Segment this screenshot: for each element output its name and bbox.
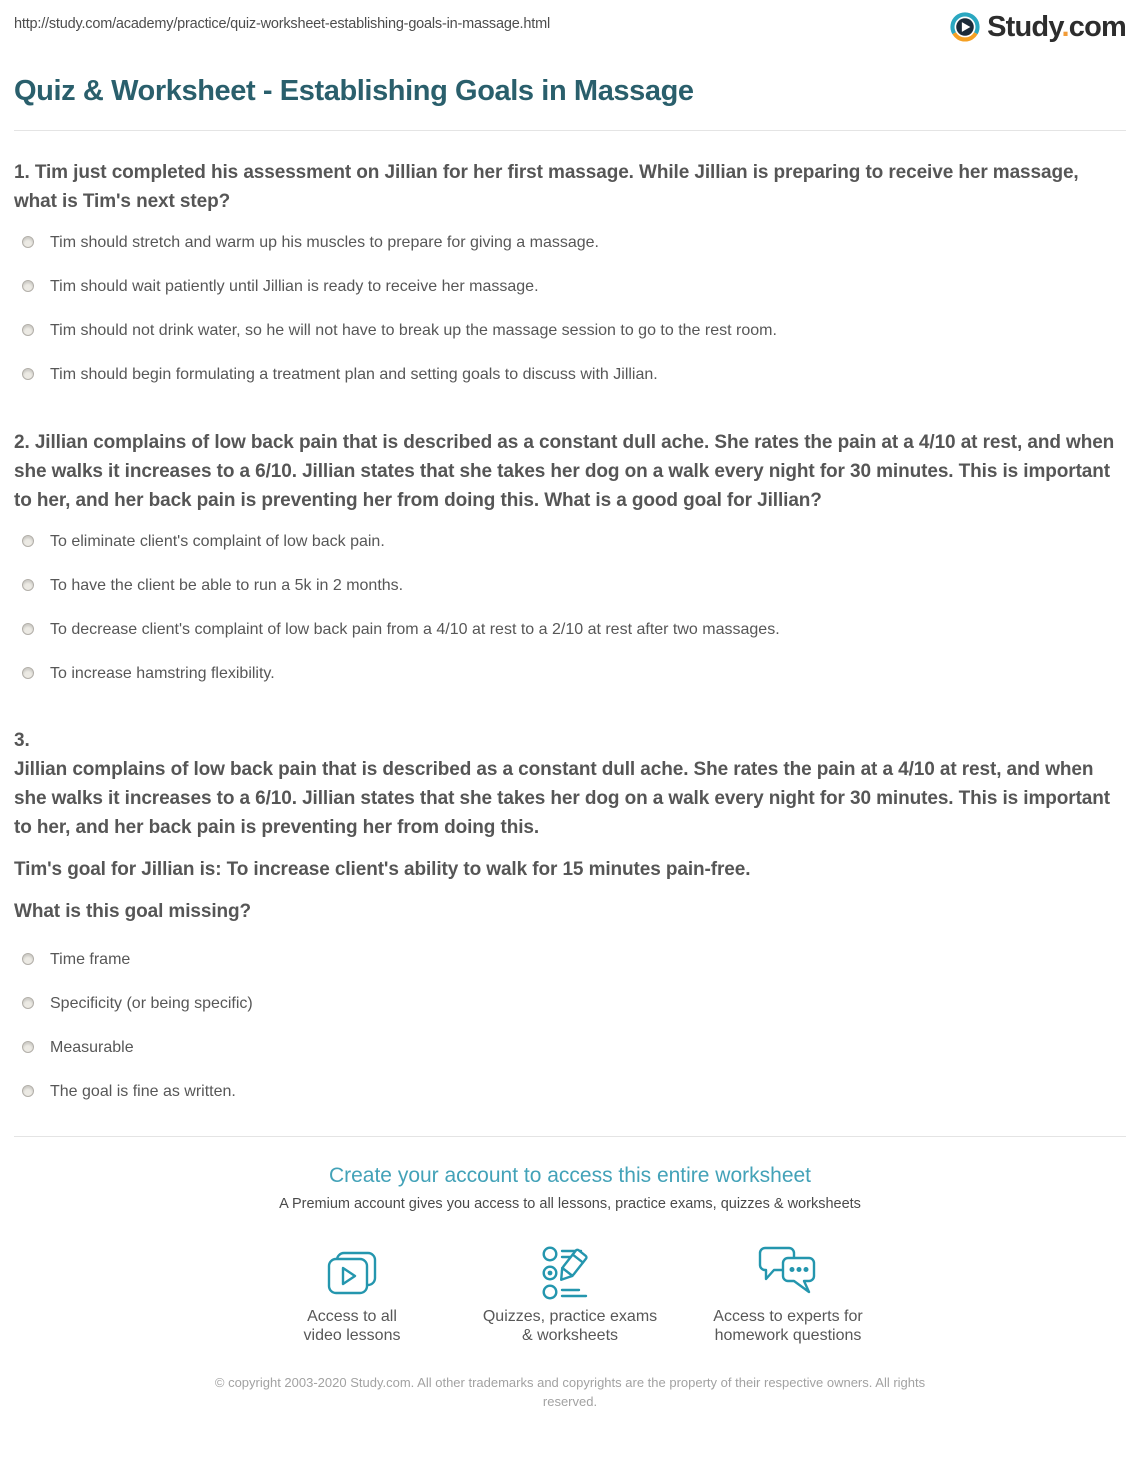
answer-option-label[interactable]: To increase hamstring flexibility. bbox=[50, 665, 275, 682]
title-divider bbox=[14, 130, 1126, 131]
question-3-prompt: What is this goal missing? bbox=[14, 901, 252, 922]
feature-caption bbox=[682, 1307, 894, 1345]
answer-option[interactable] bbox=[14, 365, 1126, 385]
answer-option-label[interactable]: Time frame bbox=[50, 951, 131, 968]
copyright-notice: © copyright 2003-2020 Study.com. All other trademarks and copyrights are the property of their respective owners. All rights reserved. bbox=[214, 1375, 926, 1409]
feature-caption bbox=[246, 1307, 458, 1345]
feature-caption-line: Quizzes, practice exams bbox=[482, 1308, 658, 1325]
answer-option-label[interactable]: Tim should stretch and warm up his muscles to prepare for giving a massage. bbox=[50, 234, 599, 251]
question-1-options bbox=[14, 233, 1126, 385]
question-3-options bbox=[14, 950, 1126, 1102]
question-2 bbox=[14, 428, 1126, 684]
answer-option-label[interactable]: To decrease client's complaint of low back pain from a 4/10 at rest to a 2/10 at rest after two massages. bbox=[50, 621, 780, 638]
radio-button[interactable] bbox=[22, 953, 34, 965]
radio-button[interactable] bbox=[22, 368, 34, 380]
signup-heading: Create your account to access this entire worksheet bbox=[328, 1164, 812, 1187]
feature-caption-line: video lessons bbox=[303, 1327, 401, 1344]
feature-video-lessons bbox=[246, 1245, 458, 1345]
answer-option-label[interactable]: The goal is fine as written. bbox=[50, 1083, 236, 1100]
studycom-logo[interactable] bbox=[948, 10, 1126, 44]
answer-option-label[interactable]: Tim should not drink water, so he will not have to break up the massage session to go to the rest room. bbox=[50, 322, 777, 339]
radio-button[interactable] bbox=[22, 623, 34, 635]
signup-divider bbox=[14, 1136, 1126, 1137]
question-3 bbox=[14, 726, 1126, 1102]
answer-option[interactable] bbox=[14, 620, 1126, 640]
radio-button[interactable] bbox=[22, 1041, 34, 1053]
question-3-goal-statement: Tim's goal for Jillian is: To increase client's ability to walk for 15 minutes pain-free. bbox=[14, 859, 751, 880]
quiz-worksheet-icon bbox=[464, 1245, 676, 1301]
answer-option-label[interactable]: Measurable bbox=[50, 1039, 134, 1056]
video-lessons-icon bbox=[246, 1245, 458, 1301]
answer-option-label[interactable]: Tim should wait patiently until Jillian is ready to receive her massage. bbox=[50, 278, 539, 295]
top-header bbox=[14, 0, 1126, 48]
radio-button[interactable] bbox=[22, 579, 34, 591]
logo-text-com: com bbox=[1068, 10, 1126, 43]
logo-text bbox=[987, 11, 1126, 44]
answer-option[interactable] bbox=[14, 576, 1126, 596]
answer-option[interactable] bbox=[14, 277, 1126, 297]
feature-caption bbox=[464, 1307, 676, 1345]
answer-option[interactable] bbox=[14, 994, 1126, 1014]
answer-option[interactable] bbox=[14, 1082, 1126, 1102]
radio-button[interactable] bbox=[22, 236, 34, 248]
logo-text-dot: . bbox=[1061, 10, 1069, 43]
radio-button[interactable] bbox=[22, 1085, 34, 1097]
page-title: Quiz & Worksheet - Establishing Goals in Massage bbox=[14, 75, 694, 107]
answer-option-label[interactable]: Tim should begin formulating a treatment plan and setting goals to discuss with Jillian. bbox=[50, 366, 658, 383]
logo-text-study: Study bbox=[987, 10, 1062, 43]
feature-caption-line: & worksheets bbox=[521, 1327, 619, 1344]
radio-button[interactable] bbox=[22, 535, 34, 547]
answer-option[interactable] bbox=[14, 321, 1126, 341]
answer-option[interactable] bbox=[14, 1038, 1126, 1058]
feature-caption-line: Access to experts for bbox=[713, 1308, 863, 1325]
answer-option[interactable] bbox=[14, 950, 1126, 970]
feature-quizzes-worksheets bbox=[464, 1245, 676, 1345]
question-3-number: 3. bbox=[14, 730, 30, 751]
answer-option-label[interactable]: To have the client be able to run a 5k in 2 months. bbox=[50, 577, 404, 594]
feature-homework-experts bbox=[682, 1245, 894, 1345]
studycom-logo-icon bbox=[948, 10, 982, 44]
page-url: http://study.com/academy/practice/quiz-worksheet-establishing-goals-in-massage.html bbox=[14, 16, 550, 32]
question-3-scenario: Jillian complains of low back pain that is described as a constant dull ache. She rates the pain at a 4/10 at rest, and when she walks it increases to a 6/10. Jillian states that she takes her dog on a walk every night for 30 minutes. This is important to her, and her back pain is preventing her from doing this. bbox=[14, 759, 1111, 838]
answer-option-label[interactable]: To eliminate client's complaint of low back pain. bbox=[50, 533, 385, 550]
question-1-text: 1. Tim just completed his assessment on Jillian for her first massage. While Jillian is preparing to receive her massage, what is Tim's next step? bbox=[14, 162, 1079, 212]
question-2-text: 2. Jillian complains of low back pain that is described as a constant dull ache. She rates the pain at a 4/10 at rest, and when she walks it increases to a 6/10. Jillian states that she takes her dog on a walk every night for 30 minutes. This is important to her, and her back pain is preventing her from doing this. What is a good goal for Jillian? bbox=[14, 432, 1115, 511]
answer-option[interactable] bbox=[14, 532, 1126, 552]
answer-option-label[interactable]: Specificity (or being specific) bbox=[50, 995, 253, 1012]
answer-option[interactable] bbox=[14, 664, 1126, 684]
experts-chat-icon bbox=[682, 1245, 894, 1301]
feature-caption-line: homework questions bbox=[714, 1327, 862, 1344]
signup-section bbox=[14, 1163, 1126, 1345]
page-footer bbox=[14, 1373, 1126, 1411]
radio-button[interactable] bbox=[22, 667, 34, 679]
radio-button[interactable] bbox=[22, 324, 34, 336]
radio-button[interactable] bbox=[22, 280, 34, 292]
radio-button[interactable] bbox=[22, 997, 34, 1009]
signup-subheading: A Premium account gives you access to all lessons, practice exams, quizzes & worksheets bbox=[279, 1196, 861, 1212]
feature-caption-line: Access to all bbox=[307, 1308, 397, 1325]
question-2-options bbox=[14, 532, 1126, 684]
feature-list bbox=[14, 1245, 1126, 1345]
answer-option[interactable] bbox=[14, 233, 1126, 253]
question-1 bbox=[14, 158, 1126, 385]
